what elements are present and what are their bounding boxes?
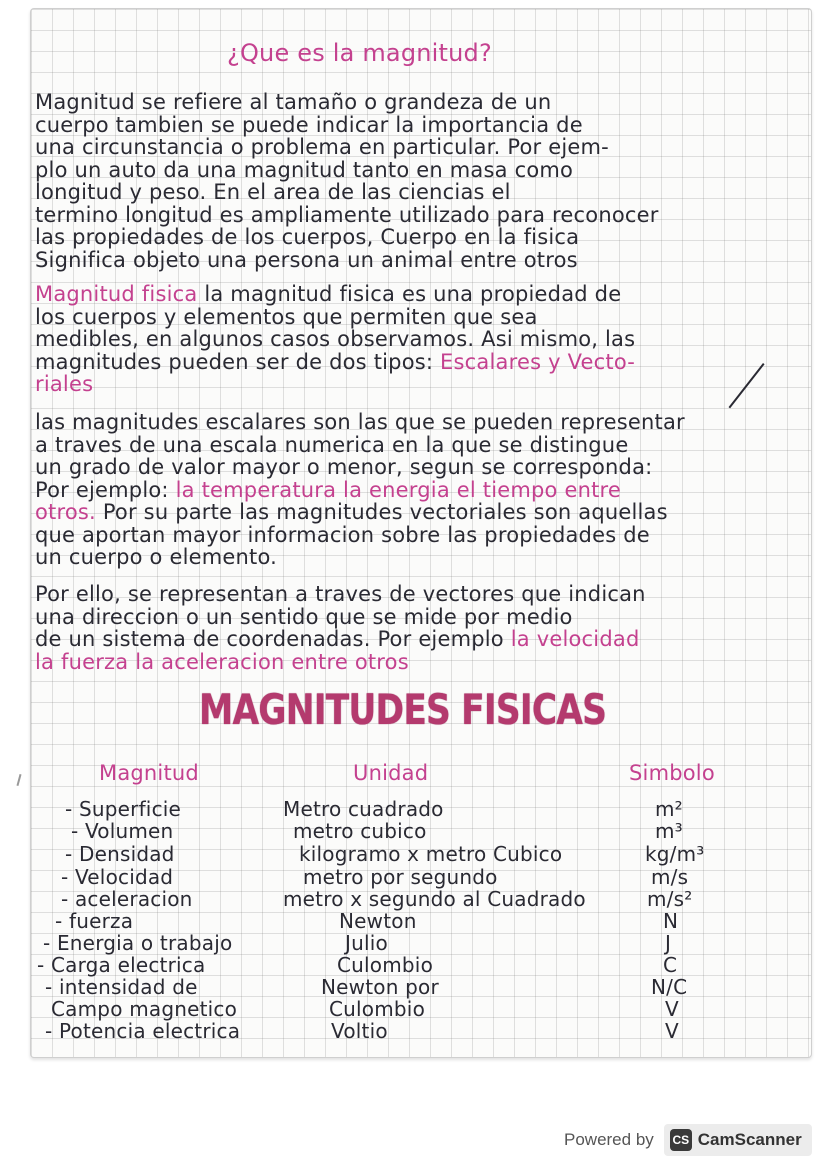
text-line: que aportan mayor informacion sobre las propiedades de bbox=[35, 522, 650, 547]
term-highlight: Escalares y Vecto- bbox=[440, 349, 636, 374]
cell-simbolo: N bbox=[663, 909, 679, 933]
text-line: las propiedades de los cuerpos, Cuerpo en la fisica bbox=[35, 225, 580, 249]
text-fragment: de un sistema de coordenadas. Por ejemplo bbox=[35, 627, 504, 651]
cell-unidad: Culombio bbox=[329, 997, 426, 1021]
cell-simbolo: m² bbox=[655, 797, 683, 821]
notebook-page bbox=[30, 8, 812, 1058]
text-line: plo un auto da una magnitud tanto en masa como bbox=[35, 157, 574, 182]
column-header-simbolo: Simbolo bbox=[629, 761, 715, 785]
table-row bbox=[31, 953, 811, 975]
cell-magnitud: Campo magnetico bbox=[51, 997, 238, 1021]
powered-by-label: Powered by bbox=[564, 1130, 654, 1149]
table-row bbox=[31, 997, 811, 1019]
paragraph-escalares bbox=[35, 411, 805, 569]
margin-mark bbox=[16, 774, 21, 786]
column-header-unidad: Unidad bbox=[353, 761, 429, 785]
cell-unidad: Culombio bbox=[337, 953, 434, 977]
cell-unidad: Metro cuadrado bbox=[283, 797, 444, 821]
example-highlight: la temperatura la energia el tiempo entre bbox=[175, 477, 622, 502]
cell-magnitud: - Energia o trabajo bbox=[43, 931, 233, 955]
text-line bbox=[35, 628, 805, 651]
brand-name: CamScanner bbox=[697, 1130, 802, 1149]
text-line bbox=[35, 351, 805, 374]
text-line bbox=[35, 283, 805, 306]
table-row bbox=[31, 931, 811, 953]
text-line: los cuerpos y elementos que permiten que sea bbox=[35, 304, 538, 329]
camscanner-logo-icon: CS bbox=[670, 1129, 692, 1151]
table-row bbox=[31, 909, 811, 931]
text-line bbox=[35, 501, 805, 524]
text-fragment: Por ejemplo: bbox=[35, 477, 169, 502]
cell-magnitud: - Velocidad bbox=[61, 865, 174, 889]
text-line: una circunstancia o problema en particular. Por ejem- bbox=[35, 135, 609, 159]
example-highlight: la velocidad bbox=[510, 627, 640, 651]
text-line: medibles, en algunos casos observamos. Asi mismo, las bbox=[35, 327, 636, 351]
cell-unidad: metro cubico bbox=[293, 819, 427, 843]
cell-unidad: Newton por bbox=[321, 975, 439, 999]
cell-unidad: kilogramo x metro Cubico bbox=[299, 842, 563, 866]
cell-simbolo: m³ bbox=[655, 819, 683, 843]
cell-simbolo: V bbox=[665, 997, 679, 1021]
text-line: Magnitud se refiere al tamaño o grandeza de un bbox=[35, 90, 552, 114]
term-highlight: Magnitud fisica bbox=[35, 282, 198, 306]
text-line: una direccion o un sentido que se mide por medio bbox=[35, 604, 573, 629]
cell-unidad: Voltio bbox=[331, 1019, 388, 1043]
cell-simbolo: J bbox=[665, 931, 672, 955]
term-highlight: riales bbox=[35, 372, 94, 396]
table-row bbox=[31, 1019, 811, 1041]
text-fragment: Por su parte las magnitudes vectoriales son aquellas bbox=[102, 500, 668, 524]
table-row bbox=[31, 975, 811, 997]
text-line: un cuerpo o elemento. bbox=[35, 545, 278, 569]
paragraph-magnitud bbox=[35, 91, 805, 271]
text-line: Por ello, se representan a traves de vectores que indican bbox=[35, 582, 646, 606]
text-fragment: magnitudes pueden ser de dos tipos: bbox=[35, 349, 434, 374]
example-highlight: la fuerza la aceleracion entre otros bbox=[35, 649, 409, 674]
cell-simbolo: N/C bbox=[651, 975, 688, 999]
camscanner-badge bbox=[664, 1124, 812, 1156]
section-heading: MAGNITUDES FISICAS bbox=[199, 685, 607, 734]
cell-magnitud: - aceleracion bbox=[61, 887, 193, 911]
text-line: termino longitud es ampliamente utilizado para reconocer bbox=[35, 202, 659, 227]
cell-magnitud: - Superficie bbox=[65, 797, 182, 821]
cell-unidad: Julio bbox=[345, 931, 388, 955]
text-line: longitud y peso. En el area de las ciencias el bbox=[35, 180, 511, 204]
text-line: un grado de valor mayor o menor, segun se corresponda: bbox=[35, 455, 653, 479]
cell-magnitud: - Densidad bbox=[65, 842, 175, 866]
camscanner-watermark bbox=[564, 1121, 812, 1159]
column-header-magnitud: Magnitud bbox=[99, 761, 199, 785]
text-line: las magnitudes escalares son las que se pueden representar bbox=[35, 410, 685, 434]
cell-magnitud: - Potencia electrica bbox=[45, 1019, 241, 1043]
cell-magnitud: - Carga electrica bbox=[37, 953, 206, 977]
text-line: cuerpo tambien se puede indicar la importancia de bbox=[35, 112, 583, 137]
text-line: Significa objeto una persona un animal entre otros bbox=[35, 247, 578, 272]
paragraph-magnitud-fisica bbox=[35, 283, 805, 396]
table-row bbox=[31, 842, 811, 864]
cell-simbolo: kg/m³ bbox=[645, 842, 705, 866]
cell-magnitud: - intensidad de bbox=[45, 975, 198, 999]
cell-magnitud: - Volumen bbox=[71, 819, 174, 843]
text-line bbox=[35, 479, 805, 502]
cell-unidad: Newton bbox=[339, 909, 417, 933]
cell-unidad: metro por segundo bbox=[303, 865, 498, 889]
cell-magnitud: - fuerza bbox=[55, 909, 134, 933]
example-highlight: otros. bbox=[35, 500, 96, 524]
cell-simbolo: C bbox=[663, 953, 678, 977]
text-line: a traves de una escala numerica en la que se distingue bbox=[35, 432, 629, 457]
table-row bbox=[31, 819, 811, 841]
table-row bbox=[31, 865, 811, 887]
table-row bbox=[31, 797, 811, 819]
cell-unidad: metro x segundo al Cuadrado bbox=[283, 887, 586, 911]
cell-simbolo: m/s² bbox=[647, 887, 693, 911]
cell-simbolo: V bbox=[665, 1019, 679, 1043]
table-row bbox=[31, 887, 811, 909]
cell-simbolo: m/s bbox=[651, 865, 689, 889]
text-fragment: la magnitud fisica es una propiedad de bbox=[204, 282, 622, 306]
paragraph-vectoriales bbox=[35, 583, 805, 673]
page-title: ¿Que es la magnitud? bbox=[227, 39, 492, 67]
